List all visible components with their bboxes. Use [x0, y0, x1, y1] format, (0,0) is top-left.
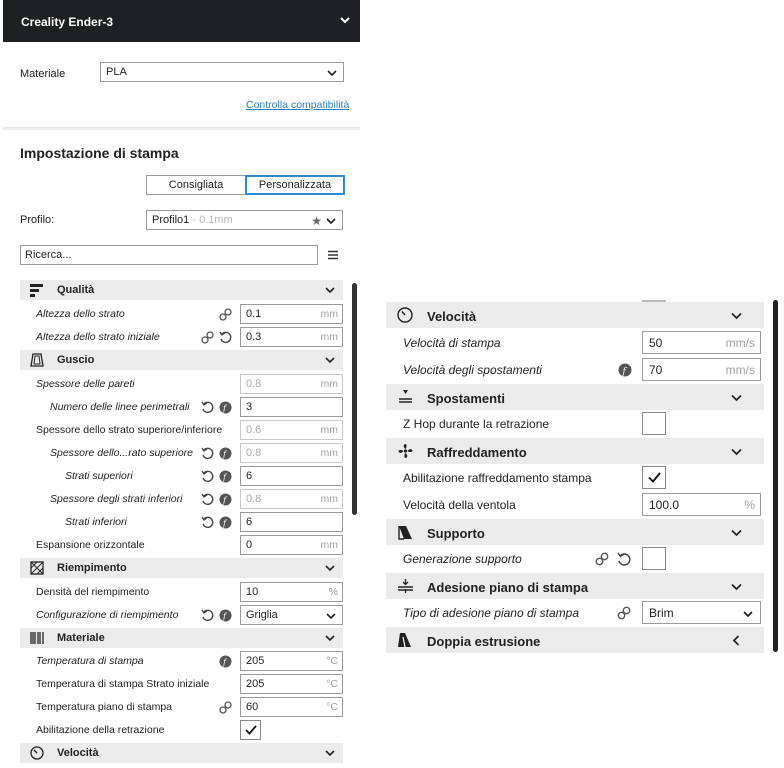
- category-shell[interactable]: [20, 350, 343, 370]
- setting-label: Velocità degli spostamenti: [403, 363, 542, 377]
- bottom-thickness-input[interactable]: [240, 489, 343, 509]
- setting-initial-print-temperature: [20, 673, 343, 696]
- bed-temperature-input[interactable]: [240, 697, 343, 717]
- setting-label: Generazione supporto: [403, 552, 522, 566]
- setting-label: Abilitazione della retrazione: [36, 724, 165, 736]
- input-value: 0.6: [246, 424, 262, 436]
- setting-label: Numero delle linee perimetrali: [50, 401, 190, 413]
- input-value: 0.8: [246, 493, 262, 505]
- enable-cooling-checkbox[interactable]: [642, 466, 666, 489]
- input-value: 6: [246, 516, 253, 528]
- category-travel[interactable]: [386, 384, 764, 410]
- function-icon: [618, 363, 632, 377]
- reset-icon[interactable]: [201, 401, 214, 414]
- category-adhesion[interactable]: [386, 573, 764, 599]
- reset-icon[interactable]: [201, 447, 214, 460]
- setting-label: Temperatura piano di stampa: [36, 701, 172, 713]
- function-icon: [219, 493, 232, 506]
- setting-label: Spessore delle pareti: [36, 378, 135, 390]
- function-icon: [219, 401, 232, 414]
- function-icon: [219, 609, 232, 622]
- input-unit: mm/s: [725, 363, 755, 377]
- top-thickness-input[interactable]: [240, 443, 343, 463]
- input-value: 6: [246, 470, 253, 482]
- category-quality[interactable]: [20, 280, 343, 300]
- input-unit: mm: [320, 493, 338, 505]
- setting-bottom-layers: [20, 511, 343, 534]
- chevron-down-icon: [325, 355, 335, 365]
- setting-wall-thickness: [20, 373, 343, 396]
- chevron-down-icon: [731, 581, 742, 592]
- printer-selector[interactable]: [3, 0, 360, 42]
- chevron-down-icon: [325, 748, 335, 758]
- profile-value: Profilo1: [152, 214, 190, 226]
- function-icon: [219, 470, 232, 483]
- setting-label: Strati superiori: [65, 470, 133, 482]
- initial-print-temperature-input[interactable]: [240, 674, 343, 694]
- layer-height-input[interactable]: [240, 304, 343, 324]
- chevron-down-icon: [731, 392, 742, 403]
- travel-speed-input[interactable]: [642, 358, 761, 381]
- setting-label: Altezza dello strato iniziale: [36, 331, 160, 343]
- chevron-down-icon: [325, 633, 335, 643]
- category-dual-extrusion[interactable]: [386, 627, 764, 653]
- category-support[interactable]: [386, 519, 764, 545]
- travel-icon: [397, 389, 414, 405]
- input-unit: mm: [320, 331, 338, 343]
- setting-label: Velocità della ventola: [403, 498, 516, 512]
- adhesion-type-dropdown[interactable]: [642, 601, 761, 624]
- setting-label: Temperatura di stampa: [36, 655, 144, 667]
- category-cooling[interactable]: [386, 438, 764, 464]
- adhesion-icon: [397, 578, 414, 594]
- setting-travel-speed: [386, 356, 764, 383]
- scrollbar[interactable]: [773, 300, 778, 652]
- material-label: Materiale: [20, 68, 66, 80]
- chevron-down-icon: [326, 216, 336, 226]
- category-title: Raffreddamento: [427, 445, 527, 460]
- setting-label: Tipo di adesione piano di stampa: [403, 606, 580, 620]
- function-icon: [219, 516, 232, 529]
- input-unit: %: [328, 586, 338, 598]
- setting-top-layers: [20, 465, 343, 488]
- scrollbar[interactable]: [352, 283, 357, 515]
- star-icon[interactable]: ★: [311, 214, 322, 228]
- custom-mode-button[interactable]: Personalizzata: [245, 175, 345, 195]
- input-unit: mm: [320, 539, 338, 551]
- input-unit: °C: [326, 678, 338, 690]
- material-value: PLA: [106, 66, 127, 78]
- reset-icon[interactable]: [201, 493, 214, 506]
- input-value: 50: [649, 336, 663, 350]
- infill-density-input[interactable]: [240, 582, 343, 602]
- chevron-down-icon: [325, 563, 335, 573]
- category-title: Qualità: [57, 284, 95, 296]
- input-value: 0: [246, 539, 253, 551]
- setting-top-bottom-thickness: [20, 419, 343, 442]
- retraction-checkbox[interactable]: [240, 720, 261, 740]
- check-compatibility-link[interactable]: Controlla compatibilità: [246, 99, 350, 111]
- setting-label: Espansione orizzontale: [36, 539, 145, 551]
- reset-icon[interactable]: [201, 609, 214, 622]
- link-icon: [595, 552, 609, 566]
- svg-text:f: f: [223, 473, 226, 482]
- material-icon: [30, 631, 45, 645]
- input-value: 0.1: [246, 308, 262, 320]
- chevron-down-icon: [731, 527, 742, 538]
- horizontal-expansion-input[interactable]: [240, 535, 343, 555]
- svg-text:f: f: [223, 496, 226, 505]
- setting-generate-support: [386, 545, 764, 572]
- category-speed[interactable]: [386, 302, 764, 328]
- link-icon: [201, 331, 214, 344]
- fan-icon: [397, 443, 414, 459]
- setting-label: Strati inferiori: [65, 516, 127, 528]
- support-icon: [397, 524, 414, 540]
- divider: [3, 128, 360, 130]
- category-title: Guscio: [57, 354, 95, 366]
- reset-icon[interactable]: [201, 516, 214, 529]
- category-title: Riempimento: [57, 562, 127, 574]
- chevron-down-icon: [743, 609, 753, 619]
- svg-text:f: f: [622, 367, 626, 377]
- chevron-down-icon: [731, 446, 742, 457]
- svg-text:f: f: [223, 612, 226, 621]
- input-value: 3: [246, 401, 253, 413]
- category-title: Velocità: [427, 309, 477, 324]
- bottom-layers-input[interactable]: [240, 512, 343, 532]
- printer-name: Creality Ender-3: [21, 15, 114, 29]
- input-unit: mm: [320, 424, 338, 436]
- input-unit: mm: [320, 447, 338, 459]
- setting-bed-temperature: [20, 696, 343, 719]
- input-value: 0.3: [246, 331, 262, 343]
- dual-extrusion-icon: [397, 632, 414, 648]
- setting-print-temperature: [20, 650, 343, 673]
- input-value: 60: [246, 701, 259, 713]
- setting-retraction: [20, 719, 343, 742]
- setting-label: Configurazione di riempimento: [36, 609, 179, 621]
- reset-icon[interactable]: [201, 470, 214, 483]
- setting-horizontal-expansion: [20, 534, 343, 557]
- category-title: Velocità: [57, 747, 99, 759]
- setting-z-hop: [386, 410, 764, 437]
- initial-layer-height-input[interactable]: [240, 327, 343, 347]
- chevron-down-icon: [326, 611, 336, 621]
- category-title: Spostamenti: [427, 391, 506, 406]
- setting-label: Altezza dello strato: [36, 308, 125, 320]
- settings-list-right: [386, 300, 773, 660]
- infill-pattern-dropdown[interactable]: [240, 605, 343, 625]
- input-value: 205: [246, 678, 265, 690]
- wall-thickness-input[interactable]: [240, 374, 343, 394]
- svg-text:f: f: [223, 450, 226, 459]
- setting-top-thickness: [20, 442, 343, 465]
- menu-icon[interactable]: [328, 250, 338, 260]
- setting-layer-height: [20, 303, 343, 326]
- print-speed-input[interactable]: [642, 331, 761, 354]
- checkmark-icon: [648, 472, 661, 483]
- chevron-down-icon: [325, 285, 335, 295]
- category-title: Adesione piano di stampa: [427, 580, 589, 595]
- svg-text:f: f: [223, 658, 226, 667]
- input-unit: °C: [326, 655, 338, 667]
- profile-dropdown[interactable]: [146, 210, 343, 230]
- function-icon: [219, 447, 232, 460]
- input-value: 10: [246, 586, 259, 598]
- setting-adhesion-type: [386, 599, 764, 626]
- top-layers-input[interactable]: [240, 466, 343, 486]
- wall-line-count-input[interactable]: [240, 397, 343, 417]
- category-title: Doppia estrusione: [427, 634, 541, 649]
- chevron-down-icon: [338, 13, 352, 27]
- category-infill[interactable]: [20, 558, 343, 578]
- setting-wall-line-count: [20, 396, 343, 419]
- input-unit: mm: [320, 308, 338, 320]
- infill-icon: [30, 561, 45, 575]
- setting-infill-density: [20, 581, 343, 604]
- input-value: 70: [649, 363, 663, 377]
- chevron-left-icon: [731, 635, 742, 646]
- search-placeholder: Ricerca...: [25, 249, 72, 261]
- setting-label: Z Hop durante la retrazione: [403, 417, 550, 431]
- function-icon: [219, 655, 232, 668]
- speed-icon: [397, 307, 414, 323]
- chevron-down-icon: [327, 68, 337, 78]
- z-hop-checkbox[interactable]: [642, 412, 666, 435]
- setting-bottom-thickness: [20, 488, 343, 511]
- input-value: Griglia: [246, 609, 278, 621]
- category-title: Supporto: [427, 526, 485, 541]
- material-dropdown[interactable]: [100, 62, 344, 82]
- setting-label: Abilitazione raffreddamento stampa: [403, 471, 592, 485]
- input-unit: mm/s: [725, 336, 755, 350]
- reset-icon[interactable]: [617, 552, 631, 566]
- material-card: [3, 42, 360, 128]
- setting-initial-layer-height: [20, 326, 343, 349]
- setting-label: Spessore dello strato superiore/inferiore: [36, 424, 223, 436]
- category-speed[interactable]: [20, 743, 343, 763]
- quality-icon: [30, 283, 45, 297]
- setting-enable-cooling: [386, 464, 764, 491]
- input-unit: %: [744, 498, 755, 512]
- category-material[interactable]: [20, 628, 343, 648]
- generate-support-checkbox[interactable]: [642, 547, 666, 570]
- chevron-down-icon: [731, 310, 742, 321]
- profile-label: Profilo:: [20, 214, 55, 226]
- link-icon: [617, 606, 631, 620]
- shell-icon: [30, 353, 45, 367]
- input-value: 205: [246, 655, 265, 667]
- category-title: Materiale: [57, 632, 105, 644]
- recommended-mode-button[interactable]: Consigliata: [146, 175, 246, 195]
- input-value: Brim: [649, 606, 674, 620]
- settings-search-input[interactable]: [20, 245, 318, 265]
- fan-speed-input[interactable]: [642, 493, 761, 516]
- checkmark-icon: [245, 725, 257, 735]
- link-icon: [219, 701, 232, 714]
- input-unit: mm: [320, 378, 338, 390]
- setting-fan-speed: [386, 491, 764, 518]
- setting-label: Spessore degli strati inferiori: [50, 493, 183, 505]
- setting-label: Densità del riempimento: [36, 586, 150, 598]
- setting-label: Temperatura di stampa Strato iniziale: [36, 678, 210, 690]
- setting-label: Velocità di stampa: [403, 336, 501, 350]
- link-icon: [219, 308, 232, 321]
- profile-suffix: - 0.1mm: [189, 214, 233, 226]
- input-value: 100.0: [649, 498, 680, 512]
- input-value: 0.8: [246, 447, 262, 459]
- reset-icon[interactable]: [219, 331, 232, 344]
- print-setup-title: Impostazione di stampa: [20, 145, 179, 161]
- speed-icon: [30, 746, 45, 760]
- svg-text:f: f: [223, 404, 226, 413]
- svg-text:f: f: [223, 519, 226, 528]
- top-bottom-thickness-input[interactable]: [240, 420, 343, 440]
- setting-infill-pattern: [20, 604, 343, 627]
- setting-label: Spessore dello...rato superiore: [50, 447, 193, 459]
- setting-print-speed: [386, 329, 764, 356]
- input-unit: °C: [326, 701, 338, 713]
- input-value: 0.8: [246, 378, 262, 390]
- print-temperature-input[interactable]: [240, 651, 343, 671]
